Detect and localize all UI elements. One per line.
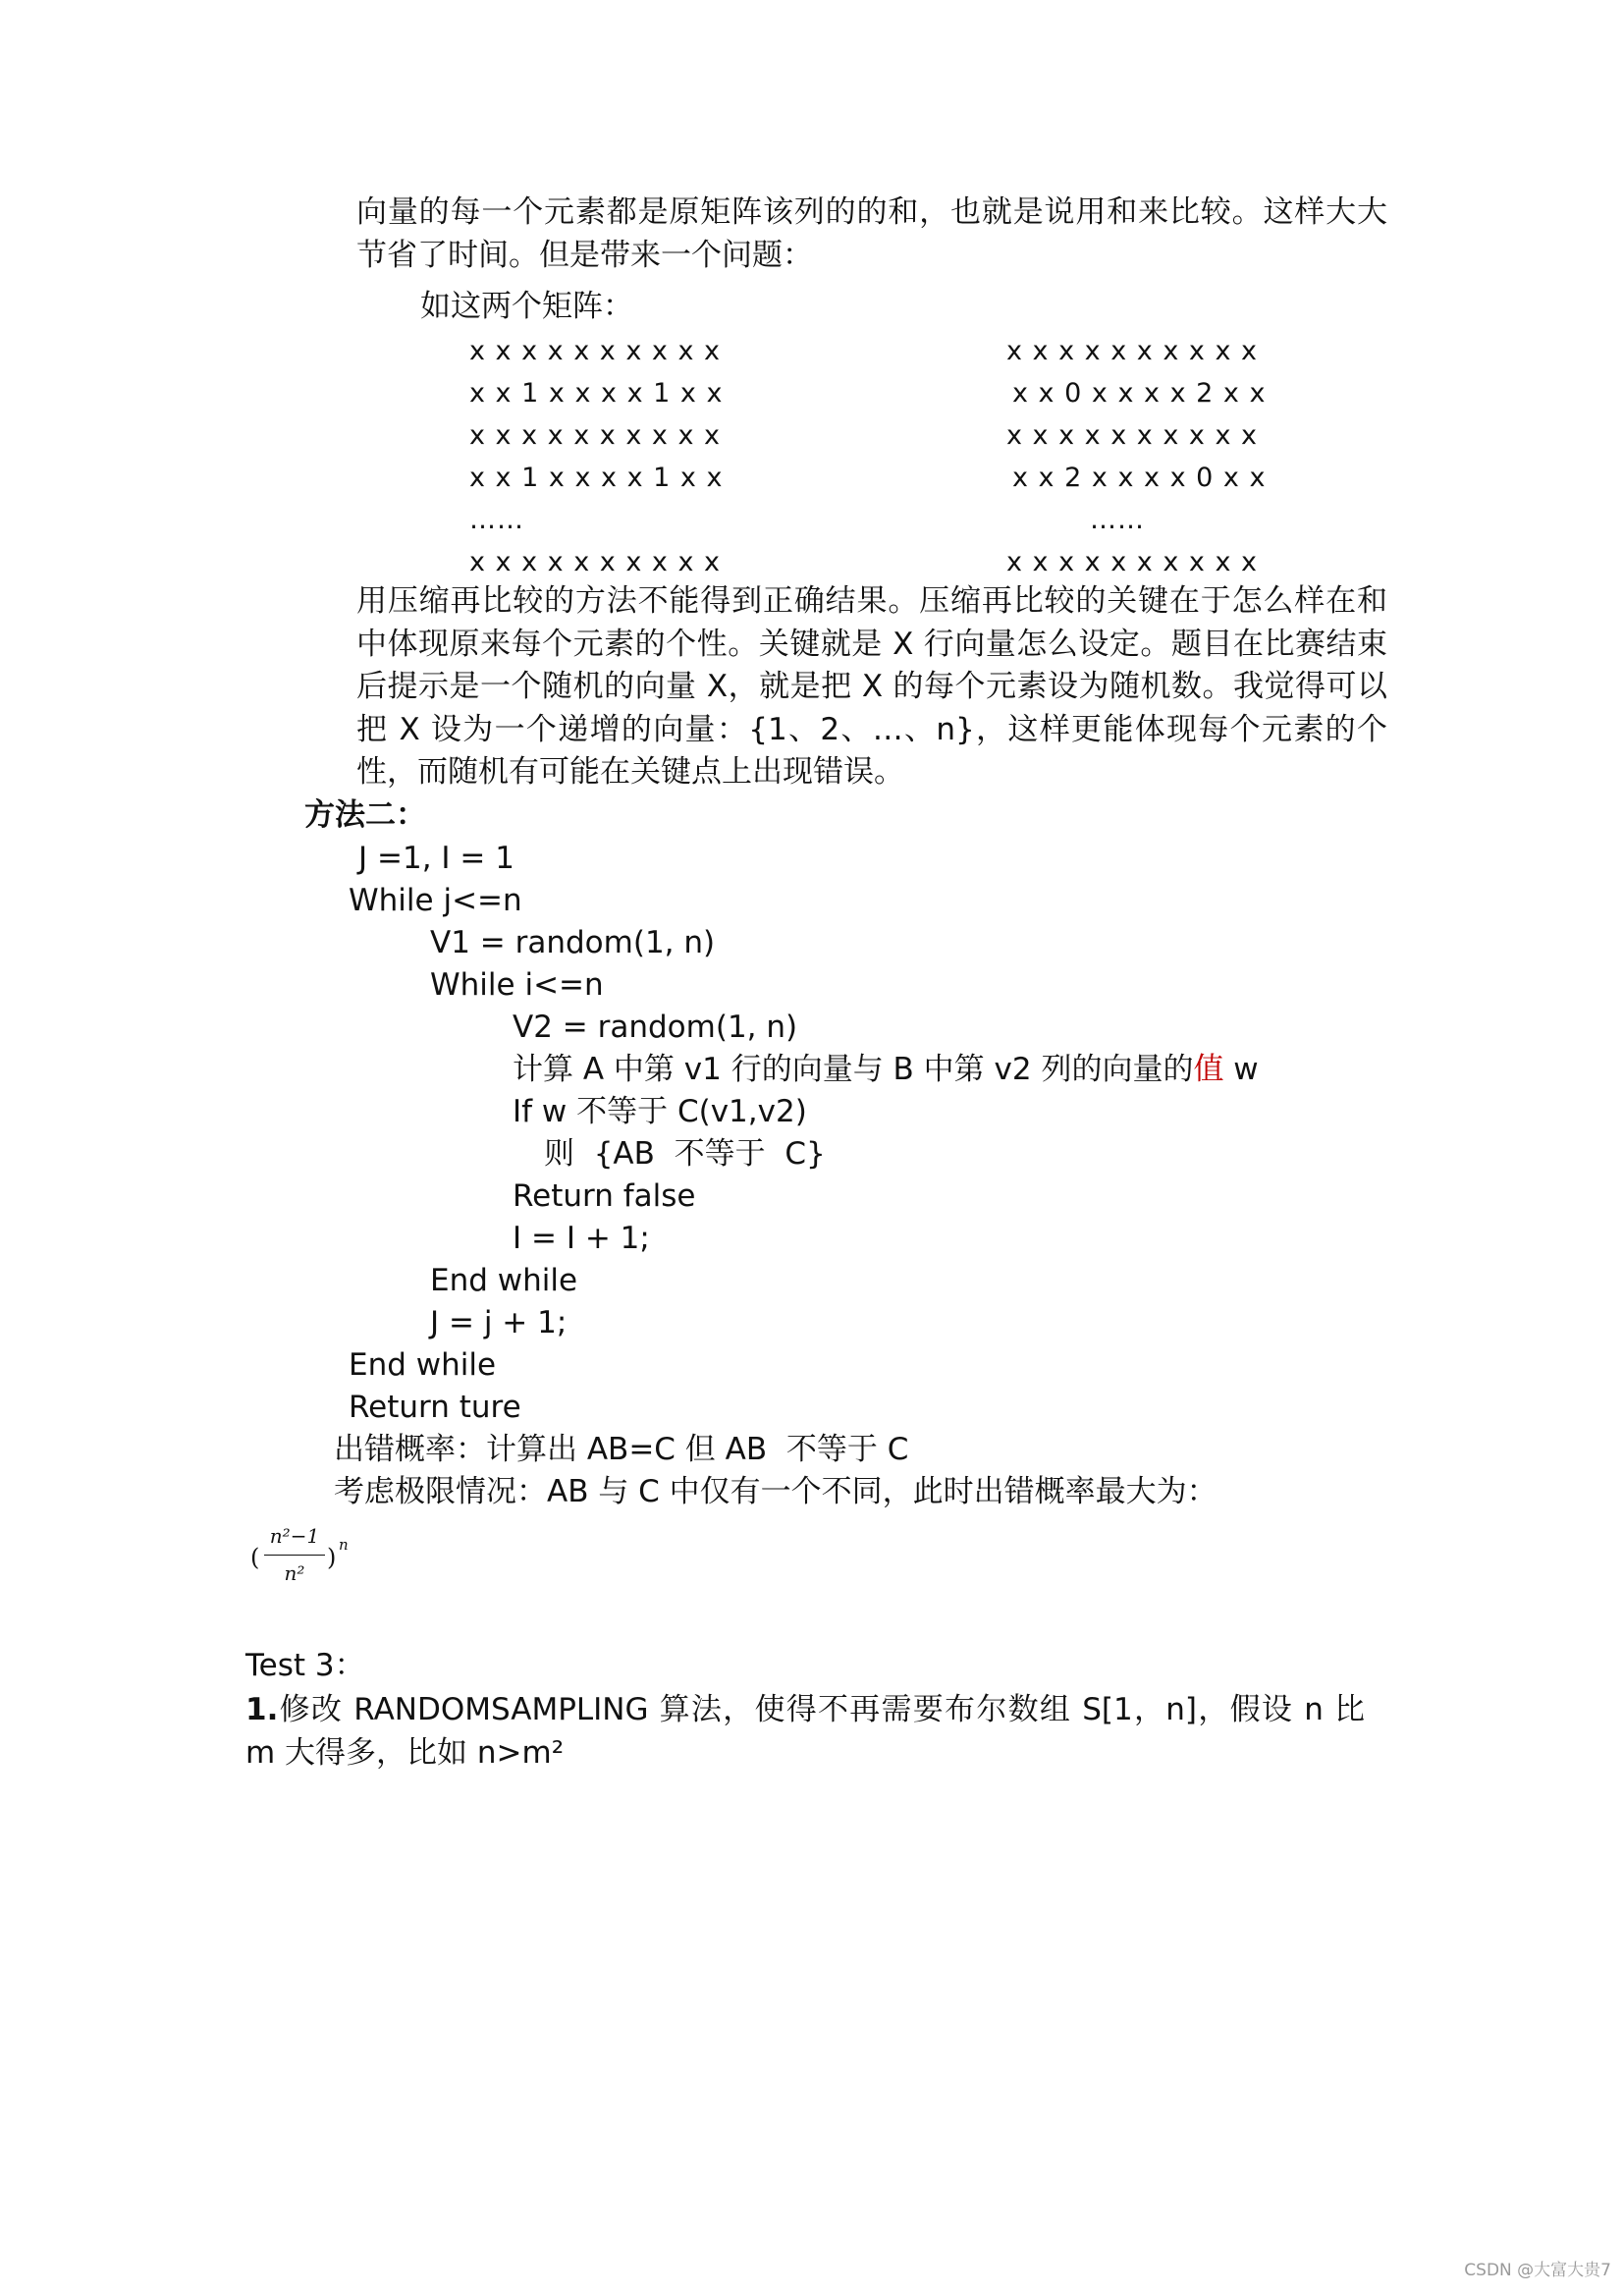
example-intro: 如这两个矩阵：	[420, 289, 633, 324]
code-line: J = j + 1;	[430, 1305, 568, 1340]
code-text: 计算 A 中第 v1 行的向量与 B 中第 v2 列的向量的	[513, 1052, 1194, 1087]
paragraph-analysis: 用压缩再比较的方法不能得到正确结果。压缩再比较的关键在于怎么样在和中体现原来每个元素的个性。关键就是 X 行向量怎么设定。题目在比赛结束后提示是一个随机的向量 X，就是把 X 的每个元素设为随机数。我觉得可以把 X 设为一个递增的向量：{1、2、…、n}，这样更能体现每个元素的个性，而随机有可能在关键点上出现错误。	[356, 583, 1387, 790]
code-line: 则 {AB 不等于 C}	[544, 1136, 826, 1172]
probability-formula	[250, 1522, 358, 1593]
code-line: If w 不等于 C(v1,v2)	[513, 1094, 807, 1129]
code-line: Return false	[513, 1178, 696, 1214]
extreme-case-text: 考虑极限情况：AB 与 C 中仅有一个不同，此时出错概率最大为：	[334, 1474, 1217, 1509]
csdn-watermark: CSDN @大富大贵7	[1464, 2261, 1611, 2280]
matrix-left-row: x x x x x x x x x x	[469, 420, 722, 451]
question-number: 1.	[245, 1692, 279, 1727]
left-paren: (	[250, 1544, 260, 1571]
matrix-right-row: x x 2 x x x x 0 x x	[1012, 463, 1267, 493]
matrix-left-row: x x 1 x x x x 1 x x	[469, 463, 724, 493]
code-line: While j<=n	[349, 883, 522, 918]
formula-exponent: n	[339, 1536, 349, 1554]
test3-heading: Test 3：	[245, 1648, 365, 1683]
matrix-right-row: x x x x x x x x x x	[1006, 547, 1259, 577]
code-line: J =1, I = 1	[358, 841, 514, 876]
formula-numerator: n²−1	[269, 1524, 320, 1548]
matrix-right-row: x x x x x x x x x x	[1006, 420, 1259, 451]
matrix-left-ellipsis: ……	[469, 505, 524, 535]
code-line: While i<=n	[430, 967, 604, 1003]
fraction-bar	[264, 1555, 325, 1556]
test3-question	[245, 1689, 1365, 1775]
paragraph-compression-intro: 向量的每一个元素都是原矩阵该列的的和，也就是说用和来比较。这样大大节省了时间。但是带来一个问题：	[356, 194, 1387, 273]
matrix-left-row: x x x x x x x x x x	[469, 336, 722, 366]
code-line: Return ture	[349, 1390, 521, 1425]
matrix-left-row: x x 1 x x x x 1 x x	[469, 378, 724, 409]
code-line: I = I + 1;	[513, 1221, 650, 1256]
error-probability-text: 出错概率：计算出 AB=C 但 AB 不等于 C	[334, 1432, 909, 1467]
formula-denominator: n²	[284, 1561, 305, 1585]
matrix-right-row: x x x x x x x x x x	[1006, 336, 1259, 366]
code-line: V1 = random(1, n)	[430, 925, 716, 960]
question-text: 修改 RANDOMSAMPLING 算法，使得不再需要布尔数组 S[1，n]，假设 n 比 m 大得多，比如 n>m²	[245, 1692, 1365, 1771]
code-text: w	[1223, 1052, 1259, 1087]
code-line: End while	[430, 1263, 578, 1298]
right-paren: )	[327, 1544, 337, 1571]
matrix-right-ellipsis: ……	[1090, 505, 1145, 535]
code-line	[513, 1050, 1259, 1089]
matrix-left-row: x x x x x x x x x x	[469, 547, 722, 577]
code-line: End while	[349, 1347, 497, 1383]
method2-heading: 方法二：	[304, 797, 426, 833]
highlighted-word: 值	[1193, 1052, 1224, 1087]
code-line: V2 = random(1, n)	[513, 1010, 798, 1045]
matrix-right-row: x x 0 x x x x 2 x x	[1012, 378, 1267, 409]
